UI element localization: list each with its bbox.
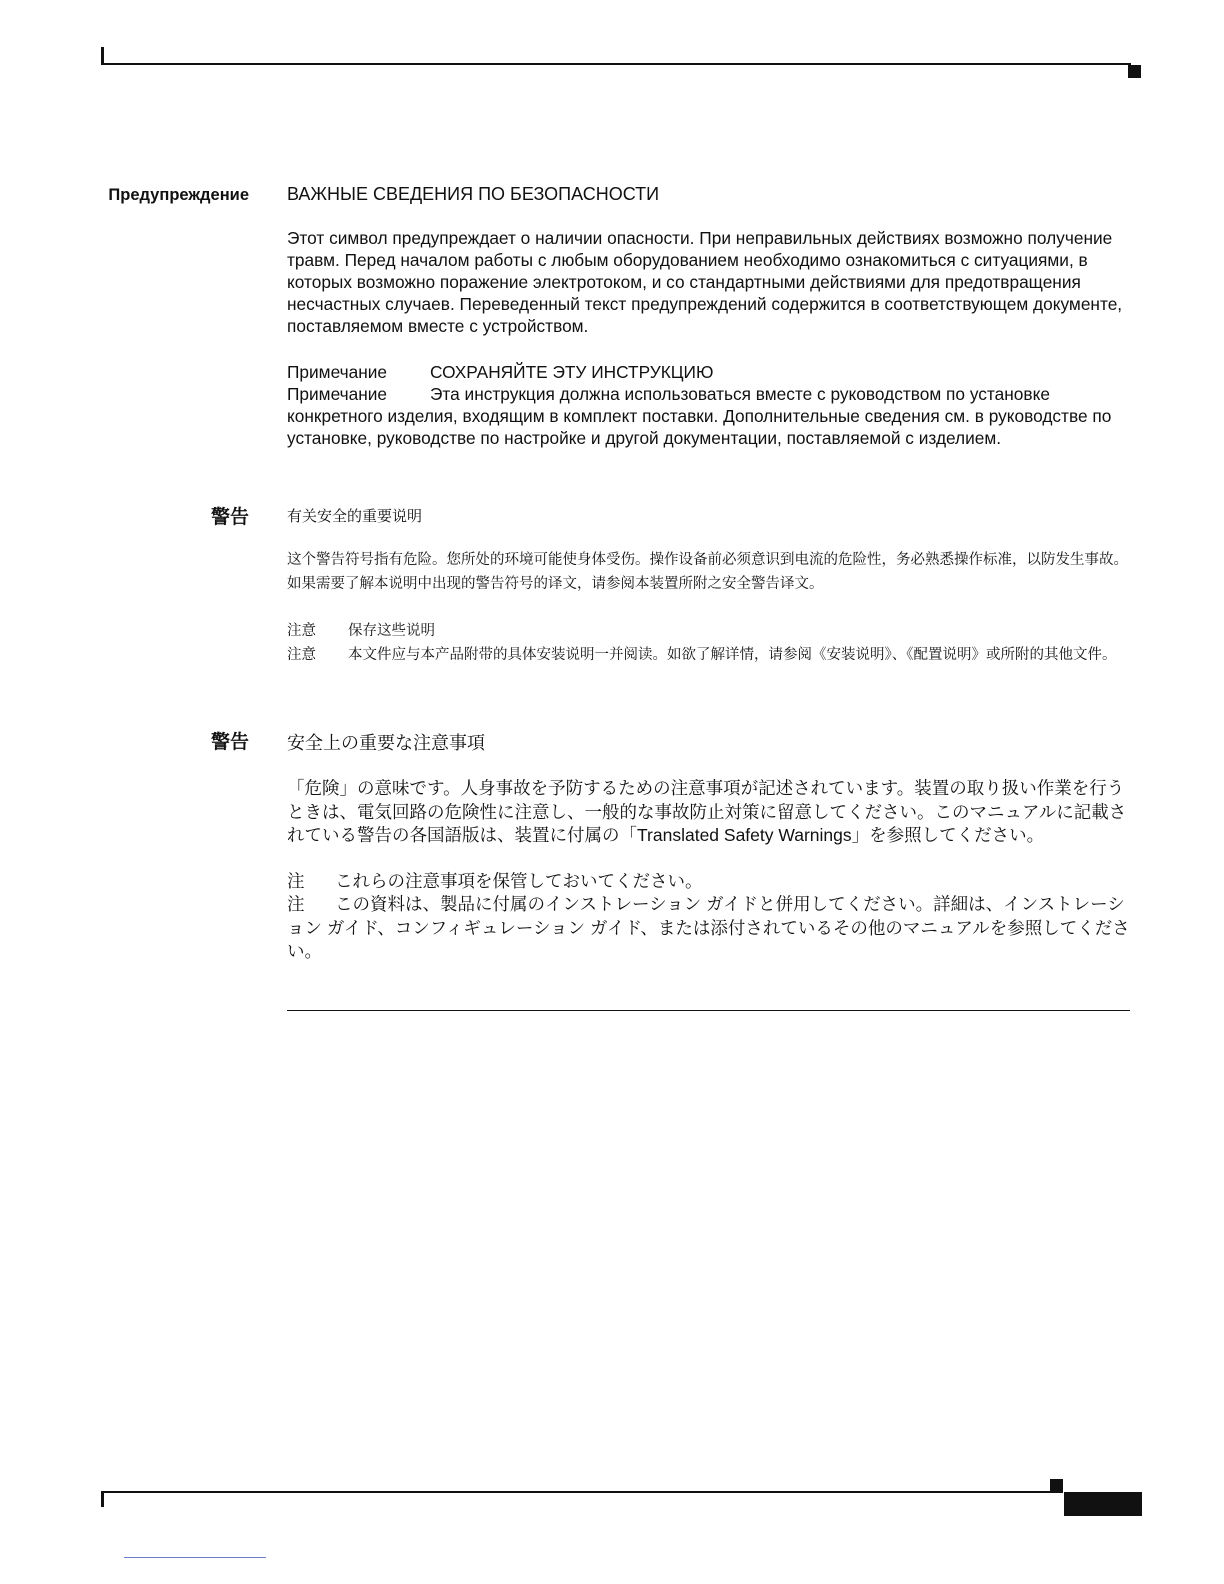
note-text: 本文件应与本产品附带的具体安装说明一并阅读。如欲了解详情，请参阅《安装说明》、《配置说明》或所附的其他文件。 xyxy=(348,646,1117,663)
note-line xyxy=(287,644,1133,668)
warning-notes-ru xyxy=(287,361,1133,449)
note-label: 注意 xyxy=(287,623,316,639)
note-text: 保存这些说明 xyxy=(348,623,435,639)
warning-heading-ja: 安全上の重要な注意事項 xyxy=(287,733,485,753)
note-text: Эта инструкция должна использоваться вместе с руководством по установке конкретного изделия, входящим в комплект поставки. Дополнительные сведения см. в руководстве по установке, руководстве по настройке и другой документации, поставляемой с изделием. xyxy=(287,384,1112,448)
footer-rule xyxy=(101,1491,1063,1493)
warning-label-ja: 警告 xyxy=(210,732,249,753)
note-label: 注 xyxy=(287,894,305,914)
note-text: これらの注意事項を保管しておいてください。 xyxy=(335,870,703,891)
note-line xyxy=(287,620,1133,644)
page-number-tab xyxy=(1064,1492,1142,1516)
section-end-rule xyxy=(287,1010,1130,1011)
warning-heading-zh: 有关安全的重要说明 xyxy=(287,508,423,525)
header-rule xyxy=(101,63,1131,65)
warning-block-ja xyxy=(287,731,1133,964)
warning-body-ru: Этот символ предупреждает о наличии опасности. При неправильных действиях возможно получение травм. Перед началом работы с любым оборудованием необходимо ознакомиться с ситуациями, в которых возможно поражение электротоком, и со стандартными действиями для предотвращения несчастных случаев. Переведенный текст предупреждений содержится в соответствующем документе, поставляемом вместе с устройством. xyxy=(287,228,1123,336)
footer-left-tick xyxy=(101,1491,104,1507)
warning-heading-ru: ВАЖНЫЕ СВЕДЕНИЯ ПО БЕЗОПАСНОСТИ xyxy=(287,184,660,204)
warning-notes-ja xyxy=(287,870,1133,964)
note-line xyxy=(287,383,1133,449)
header-left-tick xyxy=(101,47,104,65)
note-line xyxy=(287,870,1133,894)
warning-label-zh: 警告 xyxy=(210,507,249,528)
note-label: 注 xyxy=(287,870,305,891)
warning-body-zh: 这个警告符号指有危险。您所处的环境可能使身体受伤。操作设备前必须意识到电流的危险性，务必熟悉操作标准，以防发生事故。如果需要了解本说明中出现的警告符号的译文，请参阅本装置所附之安全警告译文。 xyxy=(287,552,1128,592)
note-line xyxy=(287,361,1133,383)
warning-block-ru xyxy=(287,183,1133,449)
note-label: Примечание xyxy=(287,362,388,382)
warning-body-ja: 「危険」の意味です。人身事故を予防するための注意事項が記述されています。装置の取り扱い作業を行うときは、電気回路の危険性に注意し、一般的な事故防止対策に留意してください。このマニュアルに記載されている警告の各国語版は、装置に付属の「Translated Safety Warnings」を参照してください。 xyxy=(287,778,1127,845)
note-label: 注意 xyxy=(287,646,316,663)
note-text: СОХРАНЯЙТЕ ЭТУ ИНСТРУКЦИЮ xyxy=(430,362,714,382)
header-corner-mark xyxy=(1128,65,1141,78)
note-text: この資料は、製品に付属のインストレーション ガイドと併用してください。詳細は、インストレーション ガイド、コンフィギュレーション ガイド、または添付されているその他のマニュアルを参照してください。 xyxy=(287,894,1130,961)
note-line xyxy=(287,893,1133,964)
warning-label-ru: Предупреждение xyxy=(108,186,249,204)
footer-link-underline xyxy=(124,1557,266,1558)
warning-block-zh xyxy=(287,506,1133,667)
note-label: Примечание xyxy=(287,384,388,404)
warning-notes-zh xyxy=(287,620,1133,667)
